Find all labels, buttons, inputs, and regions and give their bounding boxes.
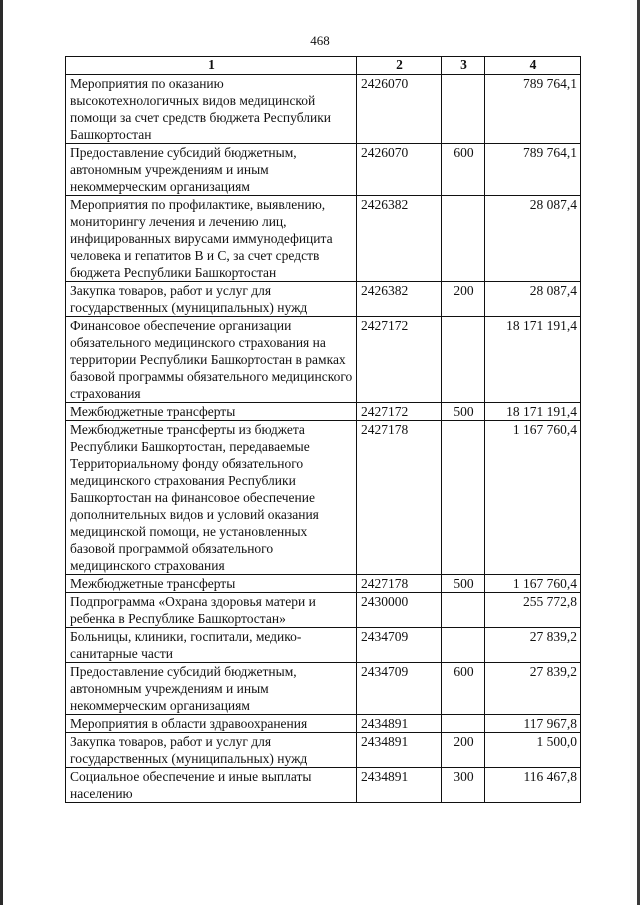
amount: 1 167 760,4 <box>485 421 581 575</box>
table-row <box>66 715 581 733</box>
table-row <box>66 282 581 317</box>
table-row <box>66 663 581 715</box>
amount: 789 764,1 <box>485 144 581 196</box>
target-code: 2434709 <box>357 628 442 663</box>
target-code: 2426070 <box>357 75 442 144</box>
expense-type <box>442 421 485 575</box>
amount: 789 764,1 <box>485 75 581 144</box>
column-header: 3 <box>442 57 485 75</box>
expense-type <box>442 75 485 144</box>
table-body <box>66 75 581 803</box>
target-code: 2427178 <box>357 575 442 593</box>
target-code: 2427172 <box>357 317 442 403</box>
expense-type: 200 <box>442 282 485 317</box>
scan-edge-left <box>0 0 3 905</box>
target-code: 2434709 <box>357 663 442 715</box>
target-code: 2427178 <box>357 421 442 575</box>
target-code: 2434891 <box>357 768 442 803</box>
table-row <box>66 575 581 593</box>
row-name: Мероприятия в области здравоохранения <box>66 715 357 733</box>
table-row <box>66 317 581 403</box>
row-name: Предоставление субсидий бюджетным, автономным учреждениям и иным некоммерческим организациям <box>66 663 357 715</box>
target-code: 2430000 <box>357 593 442 628</box>
table-row <box>66 403 581 421</box>
amount: 18 171 191,4 <box>485 317 581 403</box>
row-name: Закупка товаров, работ и услуг для государственных (муниципальных) нужд <box>66 282 357 317</box>
amount: 1 500,0 <box>485 733 581 768</box>
amount: 117 967,8 <box>485 715 581 733</box>
target-code: 2426070 <box>357 144 442 196</box>
expense-type <box>442 196 485 282</box>
row-name: Больницы, клиники, госпитали, медико-санитарные части <box>66 628 357 663</box>
table-row <box>66 593 581 628</box>
table-row <box>66 421 581 575</box>
row-name: Финансовое обеспечение организации обязательного медицинского страхования на территории Республики Башкортостан в рамках базовой программы обязательного медицинского страхования <box>66 317 357 403</box>
row-name: Межбюджетные трансферты <box>66 575 357 593</box>
expense-type: 500 <box>442 403 485 421</box>
amount: 116 467,8 <box>485 768 581 803</box>
target-code: 2434891 <box>357 733 442 768</box>
expense-type: 300 <box>442 768 485 803</box>
amount: 27 839,2 <box>485 628 581 663</box>
target-code: 2426382 <box>357 282 442 317</box>
expense-type: 600 <box>442 663 485 715</box>
amount: 255 772,8 <box>485 593 581 628</box>
target-code: 2427172 <box>357 403 442 421</box>
expense-type: 200 <box>442 733 485 768</box>
column-header: 4 <box>485 57 581 75</box>
row-name: Мероприятия по профилактике, выявлению, мониторингу лечения и лечению лиц, инфицированных вирусами иммунодефицита человека и гепатитов В и С, за счет средств бюджета Республики Башкортостан <box>66 196 357 282</box>
row-name: Межбюджетные трансферты <box>66 403 357 421</box>
expense-type <box>442 715 485 733</box>
table-row <box>66 628 581 663</box>
expense-type: 600 <box>442 144 485 196</box>
row-name: Предоставление субсидий бюджетным, автономным учреждениям и иным некоммерческим организациям <box>66 144 357 196</box>
amount: 27 839,2 <box>485 663 581 715</box>
table-row <box>66 768 581 803</box>
amount: 1 167 760,4 <box>485 575 581 593</box>
target-code: 2426382 <box>357 196 442 282</box>
table-row <box>66 75 581 144</box>
row-name: Мероприятия по оказанию высокотехнологичных видов медицинской помощи за счет средств бюджета Республики Башкортостан <box>66 75 357 144</box>
expense-type: 500 <box>442 575 485 593</box>
amount: 28 087,4 <box>485 196 581 282</box>
table-row <box>66 144 581 196</box>
row-name: Подпрограмма «Охрана здоровья матери и ребенка в Республике Башкортостан» <box>66 593 357 628</box>
page-number: 468 <box>310 33 330 48</box>
table-row <box>66 733 581 768</box>
row-name: Межбюджетные трансферты из бюджета Республики Башкортостан, передаваемые Территориальному фонду обязательного медицинского страхования Республики Башкортостан на финансовое обеспечение дополнительных видов и условий оказания медицинской помощи, не установленных базовой программой обязательного медицинского страхования <box>66 421 357 575</box>
header-row <box>66 57 581 75</box>
expense-type <box>442 593 485 628</box>
expense-type <box>442 317 485 403</box>
amount: 18 171 191,4 <box>485 403 581 421</box>
table-row <box>66 196 581 282</box>
budget-table <box>65 56 581 803</box>
column-header: 1 <box>66 57 357 75</box>
target-code: 2434891 <box>357 715 442 733</box>
column-header: 2 <box>357 57 442 75</box>
row-name: Закупка товаров, работ и услуг для государственных (муниципальных) нужд <box>66 733 357 768</box>
row-name: Социальное обеспечение и иные выплаты населению <box>66 768 357 803</box>
expense-type <box>442 628 485 663</box>
amount: 28 087,4 <box>485 282 581 317</box>
